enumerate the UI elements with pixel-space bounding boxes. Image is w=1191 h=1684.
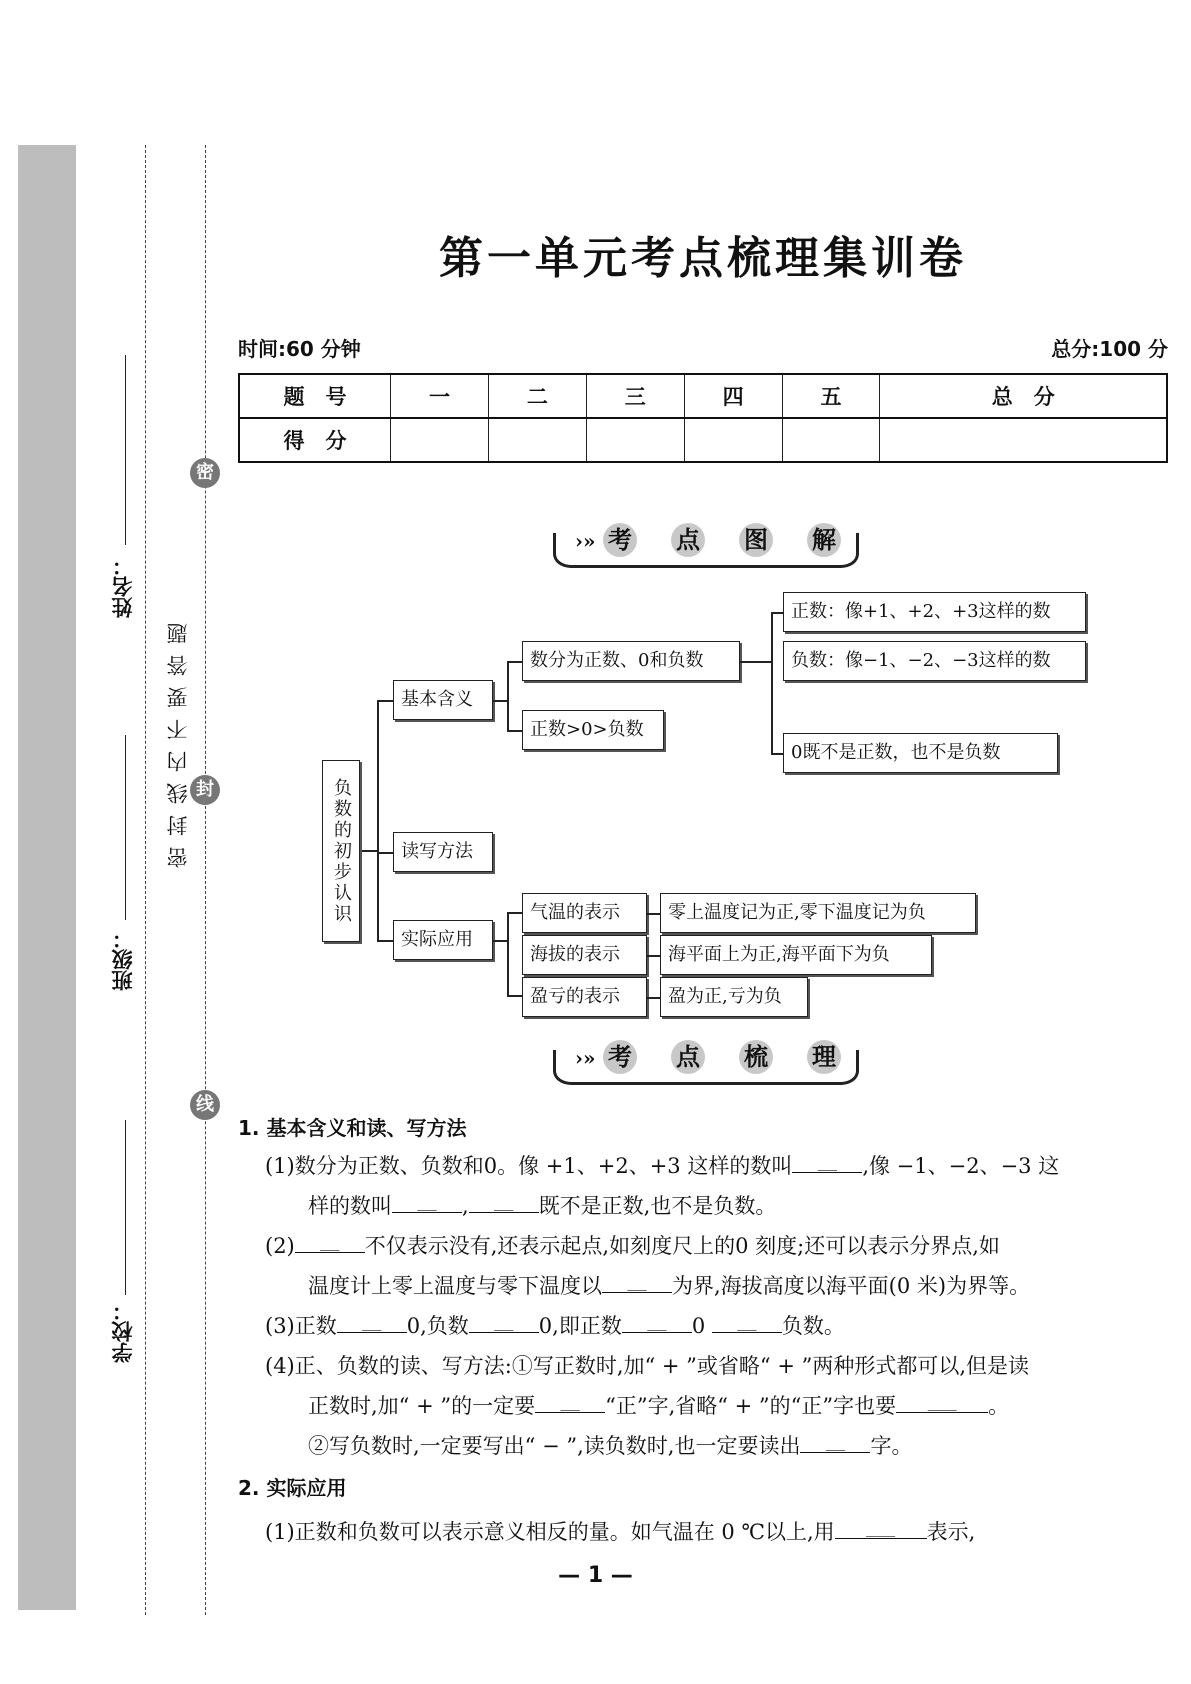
name-label: 姓名： bbox=[111, 555, 135, 618]
text-segment: ,像 −1、−2、−3 这 bbox=[862, 1154, 1060, 1178]
answer-blank[interactable]: ___ bbox=[835, 1518, 927, 1539]
binding-margin-band bbox=[18, 145, 76, 1610]
page-title: 第一单元考点梳理集训卷 bbox=[439, 233, 967, 284]
seal-mi: 密 bbox=[190, 458, 220, 488]
answer-blank[interactable]: ___ bbox=[896, 1392, 988, 1413]
score-row-label: 得 分 bbox=[239, 418, 391, 462]
banner-char: 考 bbox=[603, 1040, 637, 1074]
seal-feng: 封 bbox=[190, 775, 220, 805]
header-cell: 总 分 bbox=[880, 374, 1167, 418]
text-segment: (2) bbox=[265, 1234, 295, 1258]
text-segment: ②写负数时,一定要写出“ − ”,读负数时,也一定要读出 bbox=[308, 1434, 801, 1458]
score-cell[interactable] bbox=[880, 418, 1167, 462]
node-temp: 气温的表示 bbox=[522, 893, 647, 933]
name-field[interactable] bbox=[125, 355, 126, 545]
banner-char: 梳 bbox=[739, 1040, 773, 1074]
header-cell: 五 bbox=[782, 374, 880, 418]
text-segment: 0,即正数 bbox=[538, 1314, 622, 1338]
text-segment: 0 bbox=[691, 1314, 712, 1338]
answer-blank[interactable]: __ bbox=[602, 1272, 672, 1293]
score-row bbox=[239, 418, 1167, 462]
text-segment: (1)正数和负数可以表示意义相反的量。如气温在 0 ℃以上,用 bbox=[265, 1520, 835, 1544]
node-negative: 负数：像−1、−2、−3这样的数 bbox=[783, 641, 1086, 681]
node-temp-rule: 零上温度记为正,零下温度记为负 bbox=[660, 893, 976, 933]
text-segment: 字。 bbox=[870, 1434, 913, 1458]
text-segment: 负数。 bbox=[781, 1314, 845, 1338]
node-readwrite: 读写方法 bbox=[393, 832, 493, 872]
node-classify: 数分为正数、0和负数 bbox=[522, 641, 740, 681]
question-line bbox=[265, 1150, 1059, 1180]
score-cell[interactable] bbox=[391, 418, 489, 462]
banner-char: 点 bbox=[671, 523, 705, 557]
text-segment: 不仅表示没有,还表示起点,如刻度尺上的0 刻度;还可以表示分界点,如 bbox=[364, 1234, 1000, 1258]
header-cell: 二 bbox=[488, 374, 586, 418]
arrow-icon: ›» bbox=[575, 1046, 596, 1070]
banner-char: 考 bbox=[603, 523, 637, 557]
text-segment: 温度计上零上温度与零下温度以 bbox=[308, 1274, 602, 1298]
node-positive: 正数：像+1、+2、+3这样的数 bbox=[783, 592, 1086, 632]
answer-blank[interactable]: __ bbox=[712, 1312, 782, 1333]
arrow-icon: ›» bbox=[575, 529, 596, 553]
time-limit: 时间:60 分钟 bbox=[238, 337, 361, 361]
answer-blank[interactable]: __ bbox=[469, 1192, 539, 1213]
score-table bbox=[238, 373, 1168, 463]
node-zero: 0既不是正数，也不是负数 bbox=[783, 733, 1058, 773]
node-applied: 实际应用 bbox=[393, 920, 493, 960]
question-line bbox=[265, 1310, 845, 1340]
header-cell: 三 bbox=[586, 374, 684, 418]
node-alt-rule: 海平面上为正,海平面下为负 bbox=[660, 935, 932, 975]
class-label: 班级： bbox=[111, 928, 135, 991]
text-segment: , bbox=[462, 1194, 469, 1218]
node-profit: 盈亏的表示 bbox=[522, 977, 647, 1017]
text-segment: “正”字,省略“ + ”的“正”字也要 bbox=[605, 1394, 897, 1418]
banner-summary bbox=[553, 1040, 863, 1090]
answer-blank[interactable]: __ bbox=[622, 1312, 692, 1333]
answer-blank[interactable]: __ bbox=[469, 1312, 539, 1333]
score-cell[interactable] bbox=[684, 418, 782, 462]
question-line bbox=[265, 1350, 1029, 1380]
text-segment: 样的数叫 bbox=[308, 1194, 392, 1218]
class-field[interactable] bbox=[125, 735, 126, 920]
answer-blank[interactable]: __ bbox=[792, 1152, 862, 1173]
node-basic: 基本含义 bbox=[393, 680, 493, 720]
section-heading: 1. 基本含义和读、写方法 bbox=[238, 1116, 467, 1140]
question-line bbox=[308, 1430, 912, 1460]
node-order: 正数>0>负数 bbox=[522, 710, 664, 750]
text-segment: 正数时,加“ + ”的一定要 bbox=[308, 1394, 536, 1418]
banner-diagram bbox=[553, 523, 863, 573]
total-score: 总分:100 分 bbox=[1051, 337, 1168, 361]
cut-line-outer bbox=[145, 145, 146, 1615]
text-segment: (1)数分为正数、负数和0。像 +1、+2、+3 这样的数叫 bbox=[265, 1154, 793, 1178]
banner-char: 点 bbox=[671, 1040, 705, 1074]
node-profit-rule: 盈为正,亏为负 bbox=[660, 977, 808, 1017]
text-segment: 既不是正数,也不是负数。 bbox=[538, 1194, 777, 1218]
score-cell[interactable] bbox=[586, 418, 684, 462]
question-line bbox=[265, 1516, 975, 1546]
seal-xian: 线 bbox=[190, 1090, 220, 1120]
score-cell[interactable] bbox=[488, 418, 586, 462]
text-segment: 为界,海拔高度以海平面(0 米)为界等。 bbox=[672, 1274, 1031, 1298]
text-segment: (4)正、负数的读、写方法:①写正数时,加“ + ”或省略“ + ”两种形式都可以,但是读 bbox=[265, 1354, 1030, 1378]
answer-blank[interactable]: __ bbox=[295, 1232, 365, 1253]
header-cell: 题 号 bbox=[239, 374, 391, 418]
score-header-row bbox=[239, 374, 1167, 418]
node-alt: 海拔的表示 bbox=[522, 935, 647, 975]
text-segment: (3)正数 bbox=[265, 1314, 337, 1338]
header-cell: 一 bbox=[391, 374, 489, 418]
page-number: — 1 — bbox=[558, 1563, 633, 1588]
banner-char: 图 bbox=[739, 523, 773, 557]
banner-char: 解 bbox=[807, 523, 841, 557]
question-line bbox=[308, 1270, 1030, 1300]
question-line bbox=[308, 1390, 1009, 1420]
text-segment: 。 bbox=[988, 1394, 1010, 1418]
score-cell[interactable] bbox=[782, 418, 880, 462]
school-label: 学校： bbox=[111, 1300, 135, 1363]
section-heading: 2. 实际应用 bbox=[238, 1476, 347, 1500]
question-line bbox=[308, 1190, 776, 1220]
answer-blank[interactable]: __ bbox=[535, 1392, 605, 1413]
text-segment: 表示, bbox=[926, 1520, 976, 1544]
header-cell: 四 bbox=[684, 374, 782, 418]
banner-char: 理 bbox=[807, 1040, 841, 1074]
answer-blank[interactable]: __ bbox=[392, 1192, 462, 1213]
seal-warning: 密封线内不要答题 bbox=[166, 612, 190, 868]
answer-blank[interactable]: __ bbox=[800, 1432, 870, 1453]
school-field[interactable] bbox=[125, 1120, 126, 1295]
question-line bbox=[265, 1230, 1000, 1260]
text-segment: 0,负数 bbox=[406, 1314, 469, 1338]
node-root: 负数的初步认识 bbox=[322, 760, 360, 942]
answer-blank[interactable]: __ bbox=[337, 1312, 407, 1333]
cut-line-inner bbox=[205, 145, 206, 1615]
